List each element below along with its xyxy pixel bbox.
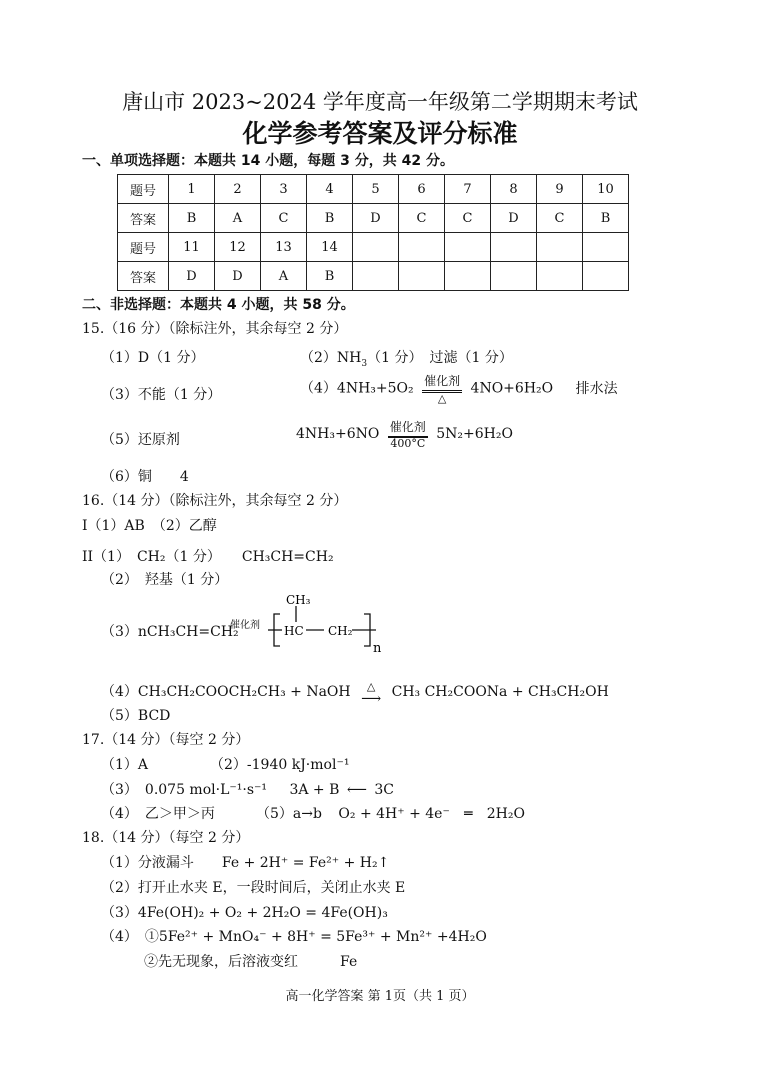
q15-answer-4: （4）4NH₃+5O₂ $\frac{\text{催化剂}}{\triangle}$ 4NO+6H₂O 排水法 xyxy=(300,374,618,405)
table-cell xyxy=(445,233,491,262)
table-cell: A xyxy=(261,262,307,291)
table-cell xyxy=(353,233,399,262)
q16-header: 16.（14 分）（除标注外，其余每空 2 分） xyxy=(82,493,348,509)
q18-answer-4-2: ②先无现象，后溶液变红 Fe xyxy=(144,954,358,970)
page-footer: 高一化学答案 第 1页（共 1 页） xyxy=(285,989,475,1004)
q18-answer-3: （3）4Fe(OH)₂ + O₂ + 2H₂O = 4Fe(OH)₃ xyxy=(101,905,388,921)
table-row xyxy=(118,204,629,233)
table-cell: 6 xyxy=(399,175,445,204)
table-cell: D xyxy=(169,262,215,291)
q16-part-2-2: （2） 羟基（1 分） xyxy=(101,572,229,588)
table-cell xyxy=(445,262,491,291)
q15-answer-1: （1）D（1 分） xyxy=(101,350,205,366)
table-cell: B xyxy=(169,204,215,233)
q17-answer-3: （3） 0.075 mol·L⁻¹·s⁻¹ 3A + B ⟵ 3C xyxy=(101,782,394,798)
q17-answer-1: （1）A xyxy=(101,757,149,773)
table-cell: C xyxy=(399,204,445,233)
table-cell: 9 xyxy=(537,175,583,204)
table-cell: B xyxy=(307,262,353,291)
q17-answer-2: （2）-1940 kJ·mol⁻¹ xyxy=(210,757,350,773)
q17-header: 17.（14 分）（每空 2 分） xyxy=(82,732,250,748)
poly-ch2: CH₂ xyxy=(328,624,353,638)
q15-answer-3: （3）不能（1 分） xyxy=(101,387,222,403)
table-cell: D xyxy=(215,262,261,291)
table-cell: 7 xyxy=(445,175,491,204)
table-cell: B xyxy=(583,204,629,233)
table-cell: 13 xyxy=(261,233,307,262)
polymer-structure xyxy=(268,590,388,656)
table-cell: C xyxy=(537,204,583,233)
table-row-header: 答案 xyxy=(118,204,169,233)
q15-header: 15.（16 分）（除标注外，其余每空 2 分） xyxy=(82,321,348,337)
section-single-choice: 一、单项选择题：本题共 14 小题，每题 3 分，共 42 分。 xyxy=(82,153,454,169)
q18-answer-2: （2）打开止水夹 E，一段时间后，关闭止水夹 E xyxy=(101,880,406,896)
poly-ch: HC xyxy=(284,624,304,638)
table-cell xyxy=(491,233,537,262)
table-cell: 1 xyxy=(169,175,215,204)
q18-answer-1: （1）分液漏斗 Fe + 2H⁺ = Fe²⁺ + H₂↑ xyxy=(101,855,390,871)
q16-part-2-5: （5）BCD xyxy=(101,708,171,724)
table-cell: D xyxy=(353,204,399,233)
table-cell: 2 xyxy=(215,175,261,204)
q18-header: 18.（14 分）（每空 2 分） xyxy=(82,830,250,846)
table-cell xyxy=(583,262,629,291)
table-row xyxy=(118,233,629,262)
table-cell: 14 xyxy=(307,233,353,262)
table-cell: 12 xyxy=(215,233,261,262)
q16-part-2-1: II（1） CH₂（1 分） CH₃CH=CH₂ xyxy=(82,549,334,565)
q17-answer-4: （4） 乙＞甲＞丙 xyxy=(101,806,215,822)
table-cell: 11 xyxy=(169,233,215,262)
table-cell xyxy=(537,233,583,262)
table-row xyxy=(118,262,629,291)
table-row-header: 答案 xyxy=(118,262,169,291)
page-subtitle: 化学参考答案及评分标准 xyxy=(242,119,518,148)
table-cell: D xyxy=(491,204,537,233)
table-cell xyxy=(537,262,583,291)
table-cell: A xyxy=(215,204,261,233)
poly-methyl: CH₃ xyxy=(286,593,311,607)
table-cell xyxy=(399,233,445,262)
table-row-header: 题号 xyxy=(118,175,169,204)
q16-part-2-4: （4）CH₃CH₂COOCH₂CH₃ + NaOH △ ⟶ CH₃ CH₂COONa + CH₃CH₂OH xyxy=(101,680,609,707)
q15-answer-2: $(2)NH_3(1$ 分） 过滤（1 分） xyxy=(300,350,513,369)
q16-part-2-3: （3）nCH₃CH=CH₂ xyxy=(101,624,239,640)
reaction-condition: $\frac{\text{催化剂}}{\triangle}$ xyxy=(424,374,461,405)
table-cell xyxy=(491,262,537,291)
table-cell: B xyxy=(307,204,353,233)
table-cell: 5 xyxy=(353,175,399,204)
table-cell xyxy=(353,262,399,291)
table-cell xyxy=(583,233,629,262)
poly-n: n xyxy=(373,641,382,656)
table-row-header: 题号 xyxy=(118,233,169,262)
reaction-condition: $\frac{\text{催化剂}}{400^\circ C}$ xyxy=(389,420,426,450)
section-non-choice: 二、非选择题：本题共 4 小题，共 58 分。 xyxy=(82,297,355,313)
q15-answer-5-equation: 4NH₃+6NO $\frac{\text{催化剂}}{400^\circ C}$ 5N₂+6H₂O xyxy=(296,420,513,450)
q18-answer-4: （4） ①5Fe²⁺ + MnO₄⁻ + 8H⁺ = 5Fe³⁺ + Mn²⁺ +4H₂O xyxy=(101,929,487,945)
q17-answer-5: （5）a→b O₂ + 4H⁺ + 4e⁻ ═ 2H₂O xyxy=(256,806,525,822)
answer-table xyxy=(117,174,629,291)
table-cell: 4 xyxy=(307,175,353,204)
page-title: 唐山市 2023~2024 学年度高一年级第二学期期末考试 xyxy=(122,90,638,114)
table-row xyxy=(118,175,629,204)
table-cell xyxy=(399,262,445,291)
catalyst-label: 催化剂 xyxy=(230,620,260,631)
table-cell: 3 xyxy=(261,175,307,204)
table-cell: 10 xyxy=(583,175,629,204)
table-cell: 8 xyxy=(491,175,537,204)
q15-answer-6: （6）铜 4 xyxy=(101,469,189,485)
table-cell: C xyxy=(261,204,307,233)
q16-part-1: I（1）AB （2）乙醇 xyxy=(82,518,217,534)
heat-arrow: △ ⟶ xyxy=(361,680,382,707)
q15-answer-5: （5）还原剂 xyxy=(101,432,180,448)
table-cell: C xyxy=(445,204,491,233)
